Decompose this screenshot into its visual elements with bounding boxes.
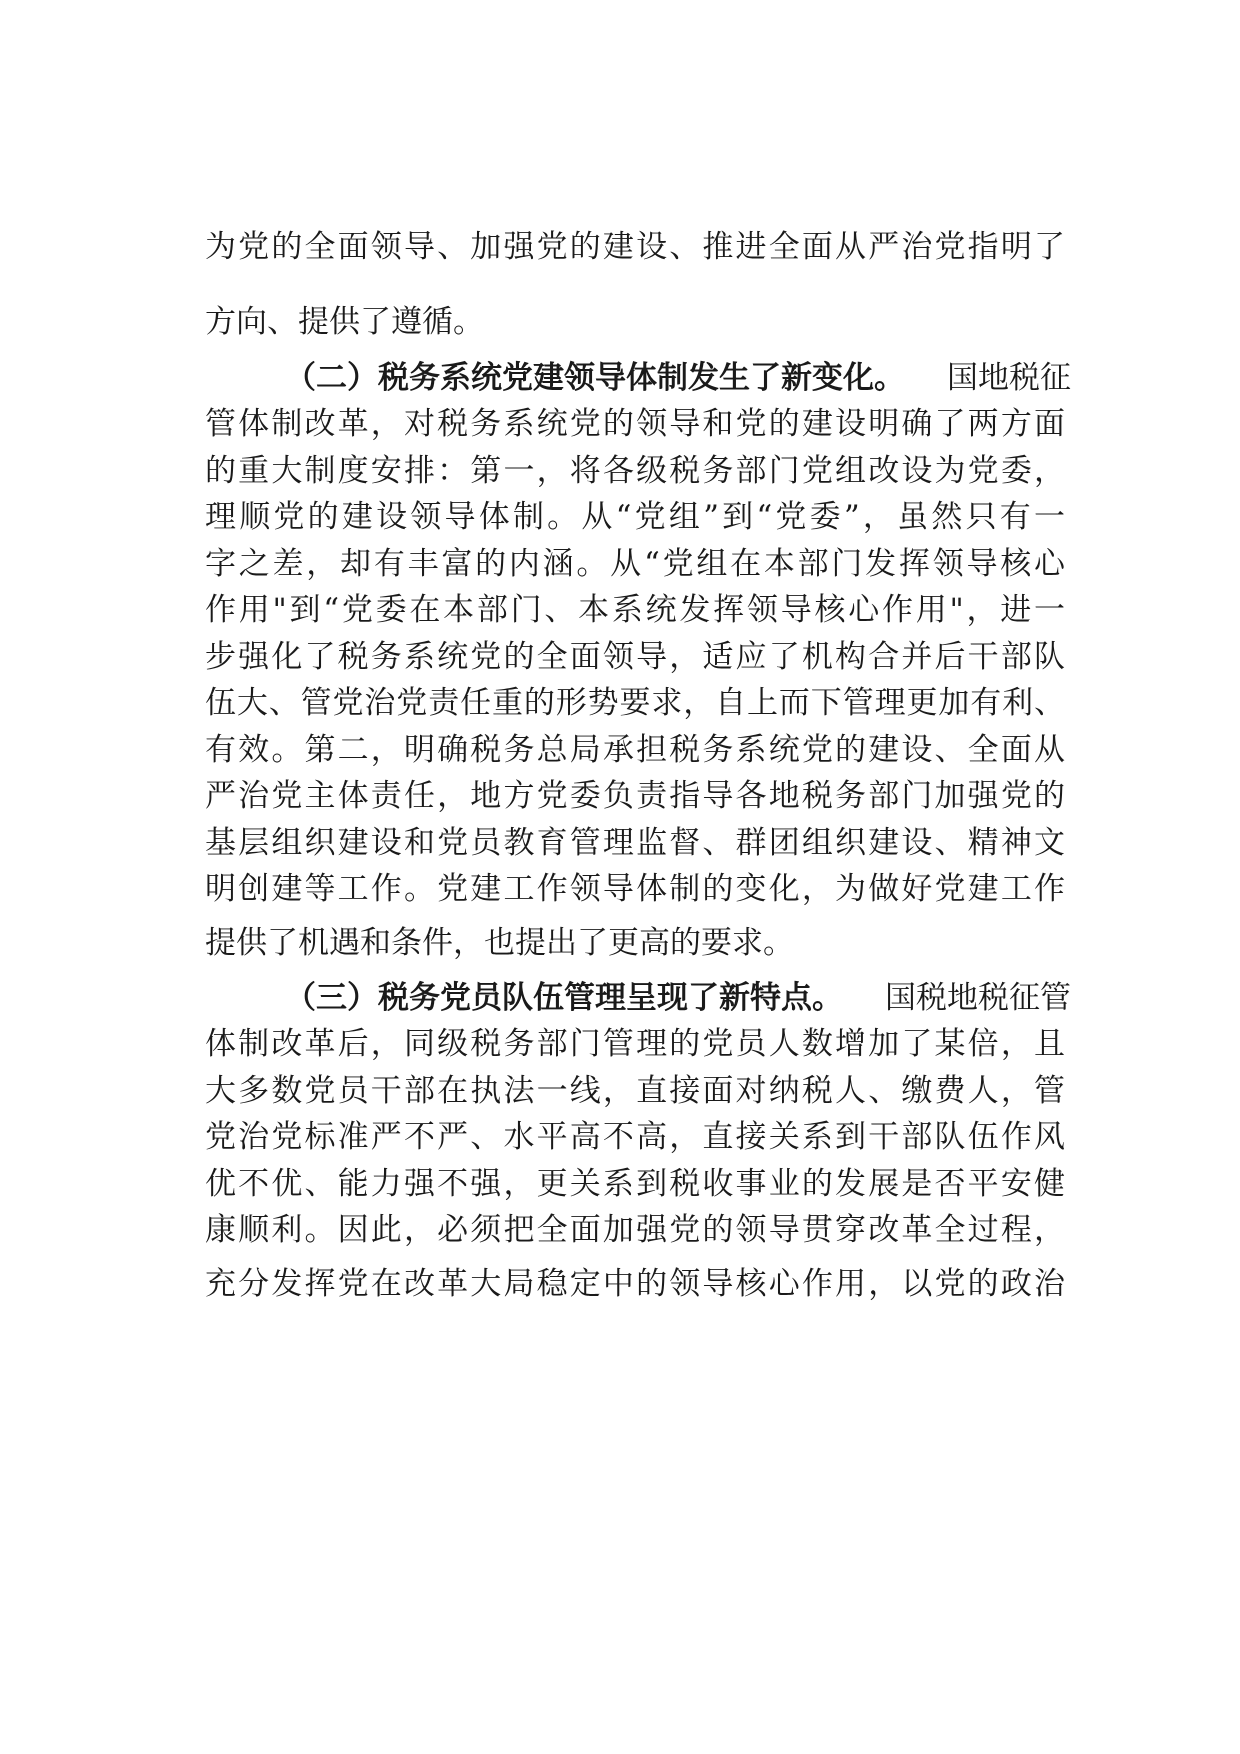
paragraph-line: 严治党主体责任，地方党委负责指导各地税务部门加强党的 [205, 778, 1065, 814]
paragraph-text: 国地税征 [947, 360, 1071, 396]
paragraph-line: 有效。第二，明确税务总局承担税务系统党的建设、全面从 [205, 732, 1065, 768]
paragraph-line: 的重大制度安排：第一，将各级税务部门党组改设为党委， [205, 453, 1065, 489]
paragraph-line: 优不优、能力强不强，更关系到税收事业的发展是否平安健 [205, 1166, 1065, 1202]
paragraph-line: 党治党标准严不严、水平高不高，直接关系到干部队伍作风 [205, 1119, 1065, 1155]
paragraph-line: 康顺利。因此，必须把全面加强党的领导贯穿改革全过程， [205, 1212, 1065, 1248]
paragraph-line: 充分发挥党在改革大局稳定中的领导核心作用，以党的政治 [205, 1266, 1065, 1302]
paragraph-line: 字之差，却有丰富的内涵。从“党组在本部门发挥领导核心 [205, 546, 1065, 582]
paragraph-line: 步强化了税务系统党的全面领导，适应了机构合并后干部队 [205, 639, 1065, 675]
section-heading-line [285, 978, 1071, 1018]
paragraph-line: 明创建等工作。党建工作领导体制的变化，为做好党建工作 [205, 871, 1065, 907]
paragraph-line: 提供了机遇和条件，也提出了更高的要求。 [205, 925, 794, 961]
paragraph-line: 为党的全面领导、加强党的建设、推进全面从严治党指明了 [205, 229, 1065, 265]
paragraph-line: 作用"到“党委在本部门、本系统发挥领导核心作用"，进一 [205, 592, 1065, 628]
paragraph-line: 管体制改革，对税务系统党的领导和党的建设明确了两方面 [205, 406, 1065, 442]
paragraph-line: 体制改革后，同级税务部门管理的党员人数增加了某倍，且 [205, 1026, 1065, 1062]
paragraph-text: 国税地税征管 [885, 980, 1071, 1016]
paragraph-line: 伍大、管党治党责任重的形势要求，自上而下管理更加有利、 [205, 685, 1065, 721]
paragraph-line: 方向、提供了遵循。 [205, 304, 484, 340]
paragraph-line: 大多数党员干部在执法一线，直接面对纳税人、缴费人，管 [205, 1073, 1065, 1109]
paragraph-line: 理顺党的建设领导体制。从“党组”到“党委”，虽然只有一 [205, 499, 1065, 535]
section-heading: （二）税务系统党建领导体制发生了新变化。 [285, 360, 905, 396]
section-heading: （三）税务党员队伍管理呈现了新特点。 [285, 980, 843, 1016]
paragraph-line: 基层组织建设和党员教育管理监督、群团组织建设、精神文 [205, 825, 1065, 861]
section-heading-line [285, 358, 1071, 398]
